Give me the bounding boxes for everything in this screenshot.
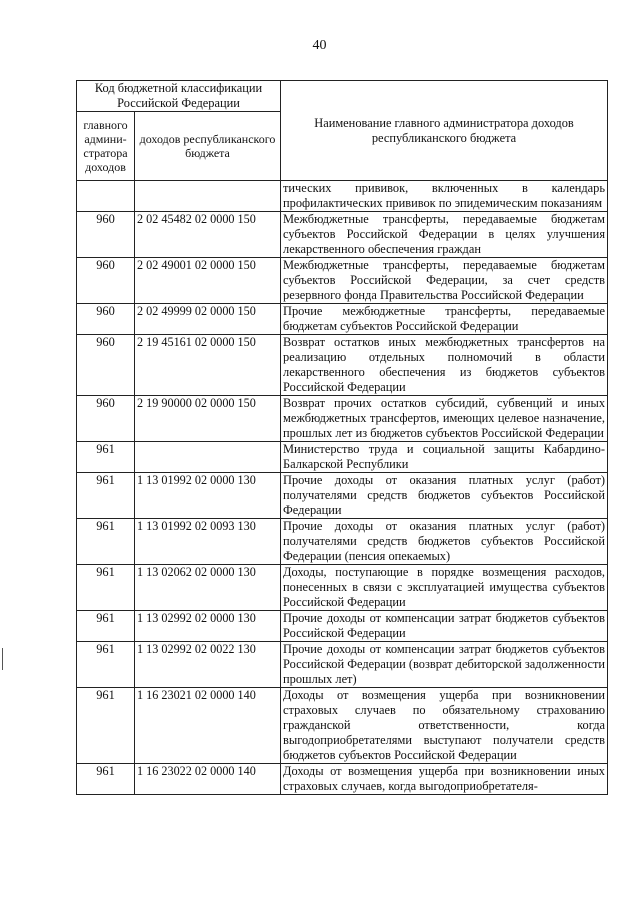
table-row xyxy=(77,442,608,473)
revenue-name-cell: Возврат остатков иных межбюджетных трансфертов на реализацию отдельных полномочий в области лекарственного обеспечения из бюджетов субъектов Российской Федерации xyxy=(281,335,608,396)
page-number: 40 xyxy=(312,38,327,53)
revenue-code-cell xyxy=(135,442,281,473)
admin-code-cell: 960 xyxy=(77,304,135,335)
admin-code-cell: 961 xyxy=(77,642,135,688)
table-body xyxy=(77,181,608,795)
revenue-name-cell: Прочие доходы от компенсации затрат бюджетов субъектов Российской Федерации xyxy=(281,611,608,642)
header-name-column: Наименование главного администратора доходов республиканского бюджета xyxy=(281,81,608,181)
admin-code-cell: 960 xyxy=(77,258,135,304)
revenue-name-cell: Прочие доходы от компенсации затрат бюджетов субъектов Российской Федерации (возврат дебиторской задолженности прошлых лет) xyxy=(281,642,608,688)
revenue-code-cell: 2 02 49999 02 0000 150 xyxy=(135,304,281,335)
revenue-code-cell: 1 13 01992 02 0093 130 xyxy=(135,519,281,565)
table-row xyxy=(77,212,608,258)
admin-code-cell: 961 xyxy=(77,611,135,642)
table-row xyxy=(77,396,608,442)
revenue-name-cell: тических прививок, включенных в календарь профилактических прививок по эпидемическим показаниям xyxy=(281,181,608,212)
revenue-code-cell: 2 19 90000 02 0000 150 xyxy=(135,396,281,442)
table-row xyxy=(77,258,608,304)
revenue-code-cell: 2 02 49001 02 0000 150 xyxy=(135,258,281,304)
header-row-top xyxy=(77,81,608,112)
revenue-name-cell: Прочие доходы от оказания платных услуг (работ) получателями средств бюджетов субъектов Российской Федерации (пенсия опекаемых) xyxy=(281,519,608,565)
header-admin-column: главного админи-стратора доходов xyxy=(77,112,135,181)
table-row xyxy=(77,565,608,611)
table-row xyxy=(77,335,608,396)
table-row xyxy=(77,304,608,335)
header-group-title: Код бюджетной классификации Российской Федерации xyxy=(77,81,281,112)
table-row xyxy=(77,611,608,642)
table-row xyxy=(77,181,608,212)
admin-code-cell: 961 xyxy=(77,519,135,565)
table-row xyxy=(77,473,608,519)
revenue-name-cell: Межбюджетные трансферты, передаваемые бюджетам субъектов Российской Федерации в целях улучшения лекарственного обеспечения граждан xyxy=(281,212,608,258)
revenue-name-cell: Министерство труда и социальной защиты Кабардино-Балкарской Республики xyxy=(281,442,608,473)
budget-classification-table xyxy=(76,80,608,795)
header-revenue-column: доходов республиканского бюджета xyxy=(135,112,281,181)
revenue-code-cell: 2 02 45482 02 0000 150 xyxy=(135,212,281,258)
admin-code-cell: 961 xyxy=(77,473,135,519)
revenue-name-cell: Возврат прочих остатков субсидий, субвенций и иных межбюджетных трансфертов, имеющих целевое назначение, прошлых лет из бюджетов субъектов Российской Федерации xyxy=(281,396,608,442)
revenue-name-cell: Доходы, поступающие в порядке возмещения расходов, понесенных в связи с эксплуатацией имущества субъектов Российской Федерации xyxy=(281,565,608,611)
revenue-code-cell: 1 16 23022 02 0000 140 xyxy=(135,764,281,795)
revenue-code-cell: 1 13 02992 02 0000 130 xyxy=(135,611,281,642)
admin-code-cell: 960 xyxy=(77,212,135,258)
table-row xyxy=(77,642,608,688)
admin-code-cell: 961 xyxy=(77,565,135,611)
admin-code-cell: 960 xyxy=(77,396,135,442)
table-row xyxy=(77,764,608,795)
revenue-code-cell: 1 13 01992 02 0000 130 xyxy=(135,473,281,519)
revenue-name-cell: Доходы от возмещения ущерба при возникновении иных страховых случаев, когда выгодоприобретателя- xyxy=(281,764,608,795)
revenue-name-cell: Прочие доходы от оказания платных услуг (работ) получателями средств бюджетов субъектов Российской Федерации xyxy=(281,473,608,519)
margin-mark xyxy=(2,648,3,670)
admin-code-cell: 961 xyxy=(77,764,135,795)
table-row xyxy=(77,519,608,565)
revenue-name-cell: Доходы от возмещения ущерба при возникновении страховых случаев по обязательному страхованию гражданской ответственности, когда выгодоприобретателями выступают получатели средств бюджетов субъектов Российской Федерации xyxy=(281,688,608,764)
admin-code-cell xyxy=(77,181,135,212)
revenue-code-cell: 1 13 02992 02 0022 130 xyxy=(135,642,281,688)
revenue-name-cell: Прочие межбюджетные трансферты, передаваемые бюджетам субъектов Российской Федерации xyxy=(281,304,608,335)
revenue-code-cell: 2 19 45161 02 0000 150 xyxy=(135,335,281,396)
revenue-code-cell xyxy=(135,181,281,212)
table-row xyxy=(77,688,608,764)
admin-code-cell: 960 xyxy=(77,335,135,396)
revenue-code-cell: 1 13 02062 02 0000 130 xyxy=(135,565,281,611)
revenue-code-cell: 1 16 23021 02 0000 140 xyxy=(135,688,281,764)
revenue-name-cell: Межбюджетные трансферты, передаваемые бюджетам субъектов Российской Федерации, за счет средств резервного фонда Правительства Российской Федерации xyxy=(281,258,608,304)
admin-code-cell: 961 xyxy=(77,688,135,764)
admin-code-cell: 961 xyxy=(77,442,135,473)
